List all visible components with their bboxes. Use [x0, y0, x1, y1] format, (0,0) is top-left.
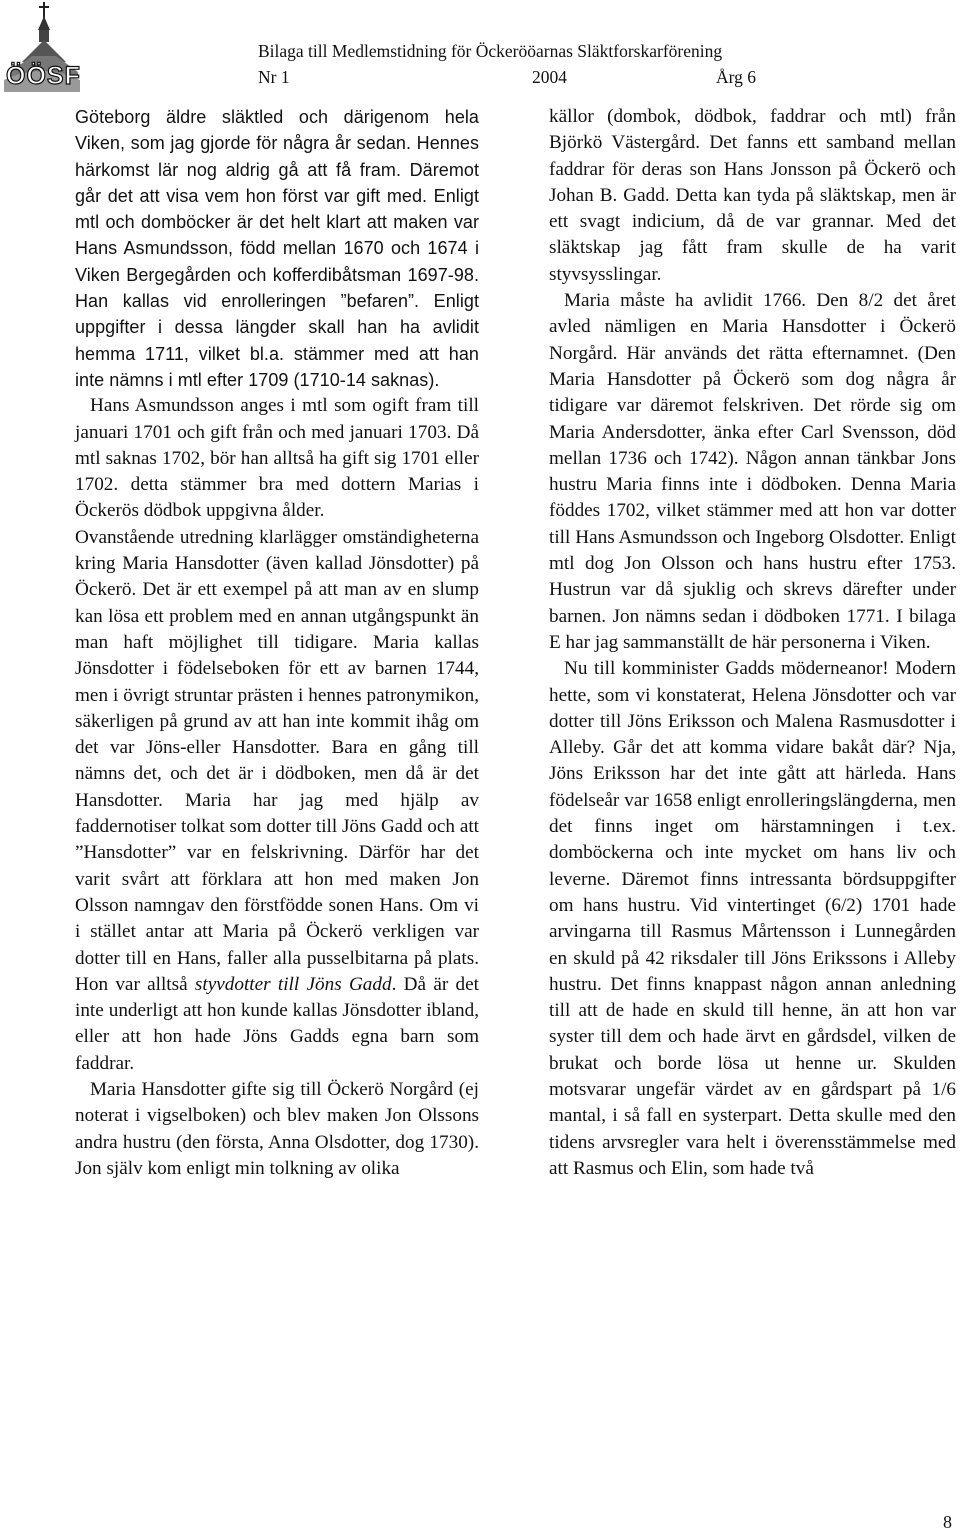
paragraph-text: . Då är det inte underligt att hon kunde kallas Jönsdotter ibland, eller att hon hade Jöns Gadds egna barn som faddrar.	[75, 973, 479, 1074]
right-column	[549, 104, 956, 1182]
publication-title: Bilaga till Medlemstidning för Öckerööarnas Släktforskarförening	[258, 41, 723, 61]
left-column	[75, 104, 479, 1182]
paragraph: Hans Asmundsson anges i mtl som ogift fram till januari 1701 och gift från och med januari 1703. Då mtl saknas 1702, bör han alltså ha gift sig 1701 eller 1702. detta stämmer bra med dottern Marias i Öckerös dödbok uppgivna ålder.	[75, 395, 479, 522]
paragraph: källor (dombok, dödbok, faddrar och mtl) från Björkö Västergård. Det fanns ett samband mellan faddrar för deras son Hans Jonsson på Öckerö och Johan B. Gadd. Detta kan tyda på släktskap, men är ett svagt indicium, då de var grannar. Med det släktskap jag fått fram skulle de ha varit styvsysslingar.	[549, 106, 956, 285]
issue-line	[258, 64, 778, 90]
volume-number: Årg 6	[715, 67, 756, 87]
issue-number: Nr 1	[258, 67, 290, 87]
society-logo	[2, 0, 82, 100]
page-number: 8	[943, 1512, 952, 1532]
paragraph	[75, 525, 479, 1077]
paragraph: Maria måste ha avlidit 1766. Den 8/2 det året avled nämligen en Maria Hansdotter i Öckerö Norgård. Här används det rätta efternamnet. (Den Maria Hansdotter på Öckerö som dog några år tidigare var däremot felskriven. Det rörde sig om Maria Andersdotter, änka efter Carl Svensson, död mellan 1736 och 1742). Någon annan tänkbar Jons hustru Maria finns inte i dödboken. Denna Maria föddes 1702, vilket stämmer med att hon var dotter till Hans Asmundsson och Ingeborg Olsdotter. Enligt mtl dog Jon Olsson och hans hustru efter 1753. Hustrun var då sjuklig och skrevs därefter under barnen. Jon nämns sedan i dödboken 1771. I bilaga E har jag sammanställt de här personerna i Viken.	[549, 290, 956, 653]
paragraph: Nu till komminister Gadds möderneanor! Modern hette, som vi konstaterat, Helena Jönsdotter och var dotter till Jöns Eriksson och Malena Rasmusdotter i Alleby. Går det att komma vidare bakåt där? Nja, Jöns Eriksson har det inte gått att härleda. Hans födelseår var 1658 enligt enrolleringslängderna, men det finns inget om härstamningen i t.ex. domböckerna och inte mycket om hans liv och leverne. Däremot finns intressanta bördsuppgifter om hans hustru. Vid vintertinget (6/2) 1701 hade arvingarna till Rasmus Mårtensson i Lunnegården en skuld på 42 riksdaler till Jöns Erikssons i Alleby hustru. Det finns knappast någon annan anledning till att de hade en skuld till henne, än att hon var syster till dem och hade ärvt en gårdsdel, vilken de brukat och borde lösa ut henne ur. Skulden motsvarar ungefär värdet av en gårdspart på 1/6 mantal, i så fall en systerpart. Detta skulle med den tidens arvsregler vara helt i överensstämmelse med att Rasmus och Elin, som hade två	[549, 658, 956, 1179]
logo-text: ÖÖSF	[6, 62, 81, 90]
page-header	[258, 38, 778, 90]
paragraph-text: Ovanstående utredning klarlägger omständigheterna kring Maria Hansdotter (även kallad Jönsdotter) på Öckerö. Det är ett exempel på att man av en slump kan lösa ett problem med en annan utgångspunkt än man haft möjlighet till tidigare. Maria kallas Jönsdotter i födelseboken för ett av barnen 1744, men i övrigt struntar prästen i hennes patronymikon, säkerligen på grund av att han inte kommit ihåg om det var Jöns-eller Hansdotter. Bara en gång till nämns det, och det är i dödboken, men då är det Hansdotter. Maria har jag med hjälp av faddernotiser tolkat som dotter till Jöns Gadd och att ”Hansdotter” var en felskrivning. Därför har det varit svårt att förklara att hon med maken Jon Olsson namngav den förstfödde sonen Hans. Om vi i stället antar att Maria på Öckerö verkligen var dotter till en Hans, faller alla pusselbitarna på plats. Hon var alltså	[75, 526, 479, 995]
paragraph: Maria Hansdotter gifte sig till Öckerö Norgård (ej noterat i vigselboken) och blev maken Jon Olssons andra hustru (den första, Anna Olsdotter, dog 1730). Jon själv kom enligt min tolkning av olika	[75, 1078, 479, 1179]
italic-text: styvdotter till Jöns Gadd	[194, 973, 392, 995]
issue-year: 2004	[532, 67, 567, 87]
paragraph: Göteborg äldre släktled och därigenom hela Viken, som jag gjorde för några år sedan. Hennes härkomst lär nog aldrig gå att få fram. Däremot går det att visa vem hon först var gift med. Enligt mtl och domböcker är det helt klart att maken var Hans Asmundsson, född mellan 1670 och 1674 i Viken Bergegården och kofferdibåtsman 1697-98. Han kallas vid enrolleringen ”befaren”. Enligt uppgifter i dessa längder skall han ha avlidit hemma 1711, vilket bl.a. stämmer med att han inte nämns i mtl efter 1709 (1710-14 saknas).	[75, 107, 479, 390]
